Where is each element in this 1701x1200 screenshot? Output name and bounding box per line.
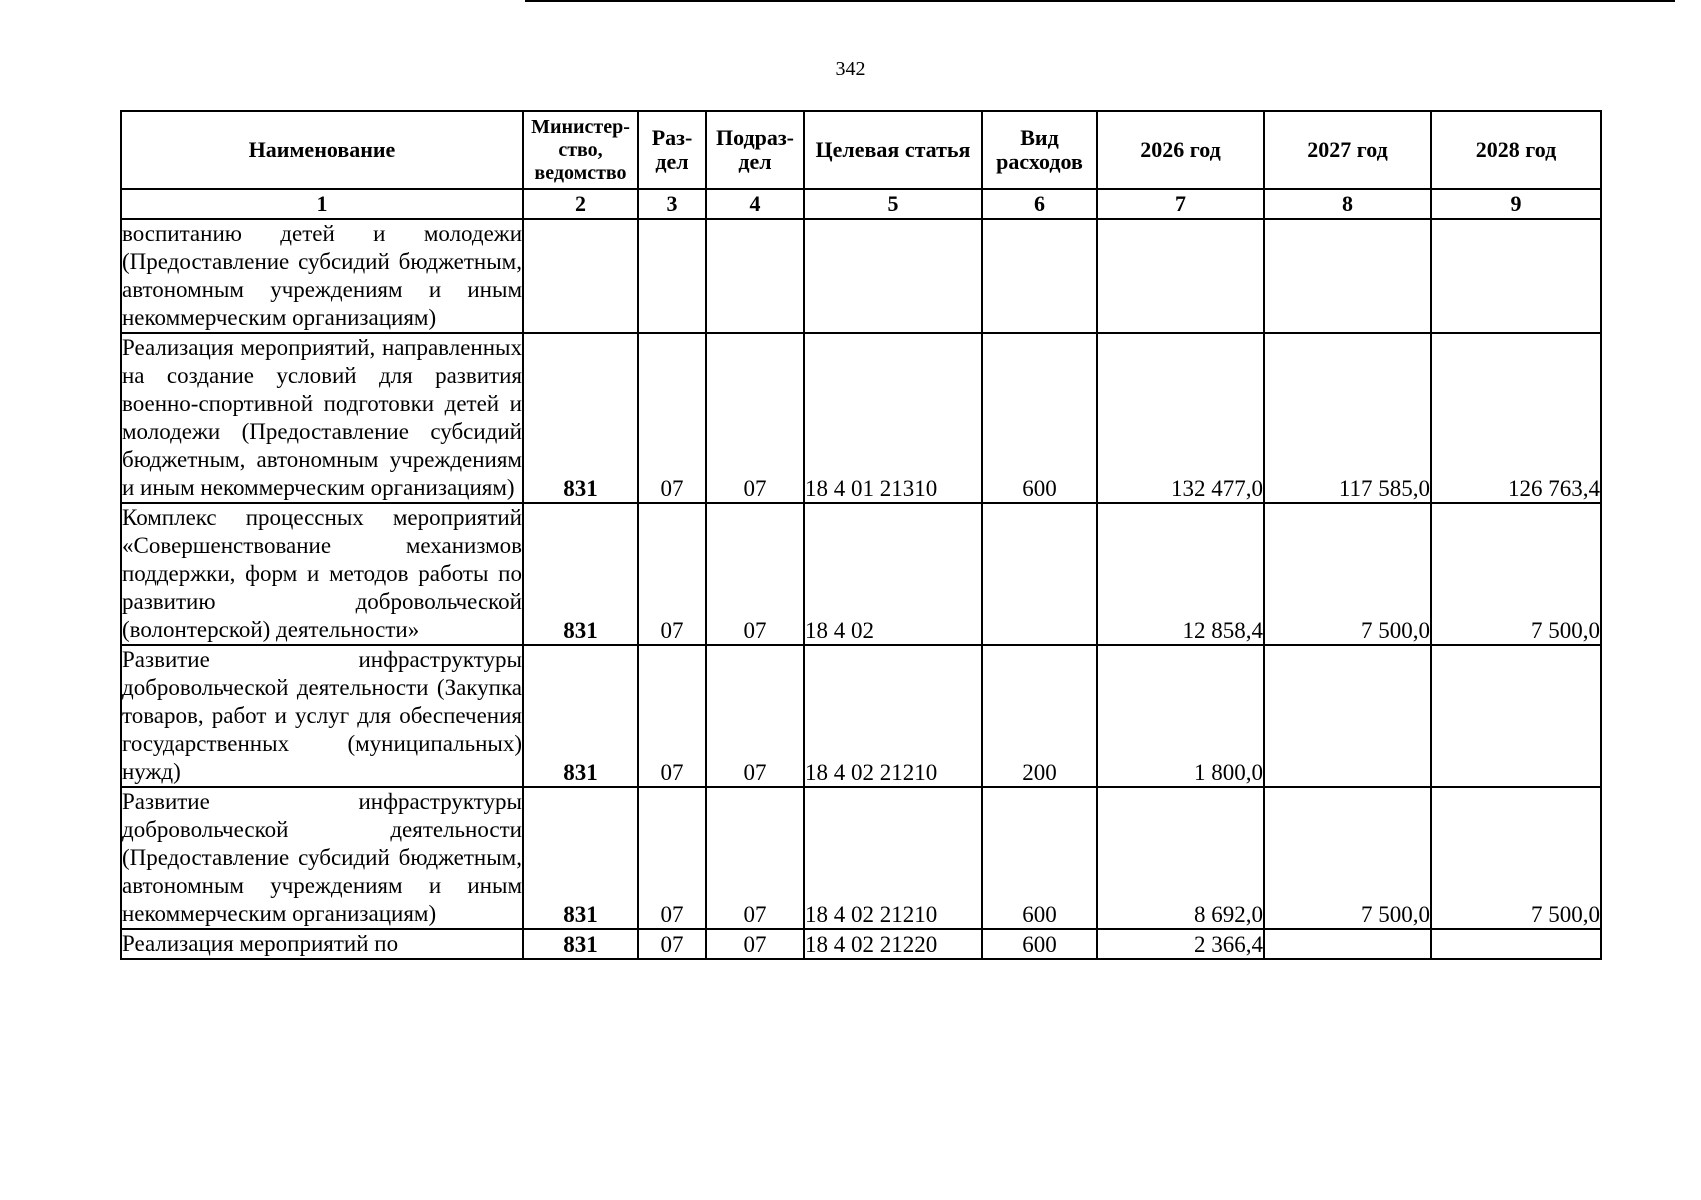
row-podrazdel: 07	[706, 645, 804, 787]
row-2028	[1431, 645, 1601, 787]
row-podrazdel: 07	[706, 333, 804, 503]
row-name: Развитие инфраструктуры добровольческой деятельности (Закупка товаров, работ и услуг для обеспечения государственных (муниципальных) нужд)	[121, 645, 523, 787]
row-target: 18 4 02	[804, 503, 982, 645]
header-row	[121, 111, 1601, 189]
row-podrazdel	[706, 219, 804, 333]
column-number: 9	[1431, 189, 1601, 219]
row-ministry: 831	[523, 503, 638, 645]
row-name: Реализация мероприятий по	[121, 929, 523, 959]
row-target: 18 4 02 21220	[804, 929, 982, 959]
table-row	[121, 645, 1601, 787]
row-2026	[1097, 219, 1264, 333]
row-razdel	[638, 219, 706, 333]
table-row	[121, 219, 1601, 333]
header-target: Целевая статья	[804, 111, 982, 189]
row-2028: 126 763,4	[1431, 333, 1601, 503]
header-ministry: Министер-ство, ведомство	[523, 111, 638, 189]
row-ministry: 831	[523, 787, 638, 929]
row-target: 18 4 02 21210	[804, 645, 982, 787]
header-razdel: Раз-дел	[638, 111, 706, 189]
row-2026: 1 800,0	[1097, 645, 1264, 787]
row-2026: 2 366,4	[1097, 929, 1264, 959]
column-number: 6	[982, 189, 1097, 219]
row-vid	[982, 219, 1097, 333]
column-number: 5	[804, 189, 982, 219]
top-rule	[525, 0, 1675, 2]
row-2027	[1264, 929, 1431, 959]
row-2028	[1431, 219, 1601, 333]
page-number: 342	[835, 58, 866, 80]
row-vid: 600	[982, 787, 1097, 929]
header-2027: 2027 год	[1264, 111, 1431, 189]
column-number: 3	[638, 189, 706, 219]
row-2027: 7 500,0	[1264, 503, 1431, 645]
column-number: 1	[121, 189, 523, 219]
row-2027	[1264, 219, 1431, 333]
row-2027: 117 585,0	[1264, 333, 1431, 503]
row-ministry: 831	[523, 645, 638, 787]
row-name: Комплекс процессных мероприятий «Совершенствование механизмов поддержки, форм и методов работы по развитию добровольческой (волонтерской) деятельности»	[121, 503, 523, 645]
row-2028	[1431, 929, 1601, 959]
table-row	[121, 929, 1601, 959]
table-row	[121, 787, 1601, 929]
row-podrazdel: 07	[706, 503, 804, 645]
row-2026: 132 477,0	[1097, 333, 1264, 503]
column-number: 4	[706, 189, 804, 219]
row-name: воспитанию детей и молодежи (Предоставление субсидий бюджетным, автономным учреждениям и иным некоммерческим организациям)	[121, 219, 523, 333]
row-2027	[1264, 645, 1431, 787]
row-target	[804, 219, 982, 333]
row-vid: 200	[982, 645, 1097, 787]
row-2028: 7 500,0	[1431, 503, 1601, 645]
table-row	[121, 503, 1601, 645]
header-2028: 2028 год	[1431, 111, 1601, 189]
row-vid	[982, 503, 1097, 645]
column-number: 8	[1264, 189, 1431, 219]
row-target: 18 4 01 21310	[804, 333, 982, 503]
row-podrazdel: 07	[706, 787, 804, 929]
header-podrazdel: Подраз-дел	[706, 111, 804, 189]
header-vid: Вид расходов	[982, 111, 1097, 189]
row-razdel: 07	[638, 929, 706, 959]
row-razdel: 07	[638, 645, 706, 787]
row-name: Развитие инфраструктуры добровольческой деятельности (Предоставление субсидий бюджетным, автономным учреждениям и иным некоммерческим организациям)	[121, 787, 523, 929]
header-name: Наименование	[121, 111, 523, 189]
column-number: 7	[1097, 189, 1264, 219]
row-2027: 7 500,0	[1264, 787, 1431, 929]
header-2026: 2026 год	[1097, 111, 1264, 189]
row-razdel: 07	[638, 503, 706, 645]
table-row	[121, 333, 1601, 503]
row-ministry	[523, 219, 638, 333]
row-razdel: 07	[638, 333, 706, 503]
row-target: 18 4 02 21210	[804, 787, 982, 929]
row-razdel: 07	[638, 787, 706, 929]
row-2026: 12 858,4	[1097, 503, 1264, 645]
row-2028: 7 500,0	[1431, 787, 1601, 929]
row-name: Реализация мероприятий, направленных на создание условий для развития военно-спортивной подготовки детей и молодежи (Предоставление субсидий бюджетным, автономным учреждениям и иным некоммерческим организациям)	[121, 333, 523, 503]
row-2026: 8 692,0	[1097, 787, 1264, 929]
row-ministry: 831	[523, 929, 638, 959]
row-podrazdel: 07	[706, 929, 804, 959]
row-ministry: 831	[523, 333, 638, 503]
column-number: 2	[523, 189, 638, 219]
row-vid: 600	[982, 333, 1097, 503]
column-number-row	[121, 189, 1601, 219]
row-vid: 600	[982, 929, 1097, 959]
budget-table	[120, 110, 1602, 960]
